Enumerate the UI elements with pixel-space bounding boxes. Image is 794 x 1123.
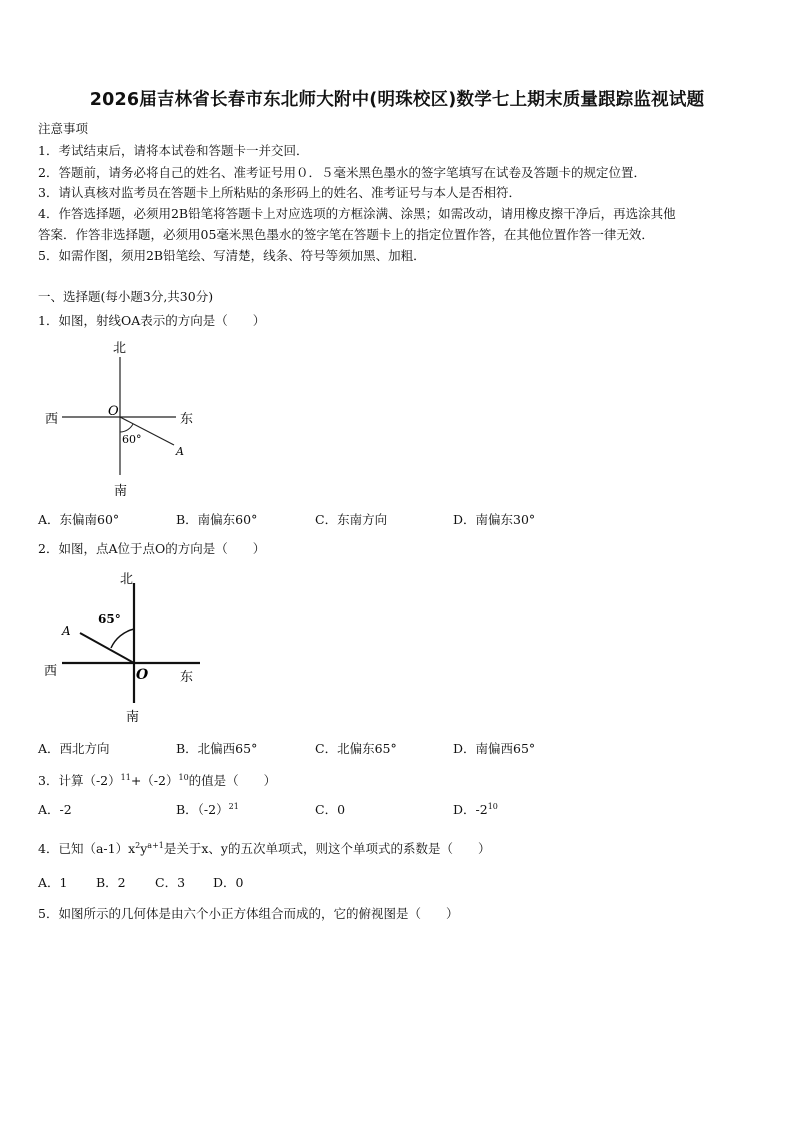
- q3-option-d-base: D．-2: [453, 802, 488, 817]
- q2-option-b: B．北偏西65°: [176, 741, 258, 756]
- q1-angle-label: 60°: [122, 433, 142, 446]
- q3-stem-part: 3．计算（-2）: [38, 773, 121, 788]
- question-5-stem: 5．如图所示的几何体是由六个小正方体组合而成的，它的俯视图是（ ）: [38, 906, 459, 921]
- q2-point-label: A: [62, 624, 71, 638]
- q2-east-label: 东: [180, 670, 194, 685]
- q3-option-d: [453, 800, 498, 818]
- q1-south-label: 南: [114, 484, 128, 499]
- q1-option-d: D．南偏东30°: [453, 512, 536, 527]
- q3-exponent: 10: [178, 773, 189, 782]
- q4-exponent: a+1: [147, 841, 164, 850]
- q2-west-label: 西: [44, 664, 58, 679]
- q2-angle-label: 65°: [98, 612, 121, 626]
- q2-option-c: C．北偏东65°: [315, 741, 397, 756]
- q2-direction-figure: [38, 565, 218, 730]
- q3-option-b-base: B．（-2）: [176, 802, 229, 817]
- section-heading: 一、选择题(每小题3分,共30分): [38, 289, 214, 304]
- question-3-stem: [38, 767, 276, 791]
- q2-south-label: 南: [126, 710, 140, 725]
- q3-option-d-exponent: 10: [487, 802, 498, 811]
- q4-stem-part: 4．已知（a-1）x: [38, 841, 136, 856]
- q1-origin-label: O: [108, 404, 119, 419]
- q2-origin-label: O: [136, 667, 149, 683]
- q4-option-d: D．0: [213, 875, 244, 890]
- notice-item: 1．考试结束后，请将本试卷和答题卡一并交回．: [38, 143, 309, 158]
- question-4-stem: [38, 835, 490, 859]
- q3-option-c: C．0: [315, 802, 346, 817]
- q2-option-d: D．南偏西65°: [453, 741, 536, 756]
- q3-stem-part: 的值是（ ）: [188, 773, 277, 788]
- notice-item: 答案．作答非选择题，必须用05毫米黑色墨水的签字笔在答题卡上的指定位置作答，在其他位置作答一律无效．: [38, 227, 654, 242]
- notice-item: 3．请认真核对监考员在答题卡上所粘贴的条形码上的姓名、准考证号与本人是否相符．: [38, 185, 521, 200]
- q1-east-label: 东: [180, 412, 194, 427]
- q1-west-label: 西: [45, 412, 59, 427]
- q2-option-a: A．西北方向: [38, 741, 110, 756]
- q3-option-b: [176, 800, 239, 818]
- q1-point-label: A: [176, 445, 184, 458]
- q4-stem-part: y: [140, 841, 148, 856]
- notice-item: 2．答题前，请务必将自己的姓名、准考证号用０．５毫米黑色墨水的签字笔填写在试卷及答题卡的规定位置．: [38, 165, 646, 180]
- q3-option-a: A．-2: [38, 802, 72, 817]
- q4-exponent: 2: [135, 841, 141, 850]
- q1-option-c: C．东南方向: [315, 512, 388, 527]
- q1-option-b: B．南偏东60°: [176, 512, 258, 527]
- q4-option-c: C．3: [155, 875, 186, 890]
- q3-stem-part: +（-2）: [130, 773, 179, 788]
- notice-item: 5．如需作图，须用2B铅笔绘、写清楚，线条、符号等须加黑、加粗．: [38, 248, 426, 263]
- notice-heading: 注意事项: [38, 121, 89, 136]
- q1-option-a: A．东偏南60°: [38, 512, 120, 527]
- q3-option-b-exponent: 21: [228, 802, 239, 811]
- q1-north-label: 北: [113, 341, 127, 356]
- page-title: 2026届吉林省长春市东北师大附中(明珠校区)数学七上期末质量跟踪监视试题: [89, 90, 705, 110]
- question-1-stem: 1．如图，射线OA表示的方向是（ ）: [38, 313, 266, 328]
- q3-exponent: 11: [120, 773, 131, 782]
- question-2-stem: 2．如图，点A位于点O的方向是（ ）: [38, 541, 266, 556]
- q4-option-a: A．1: [38, 875, 68, 890]
- q2-north-label: 北: [120, 572, 134, 587]
- q1-direction-figure: [38, 335, 218, 503]
- notice-item: 4．作答选择题，必须用2B铅笔将答题卡上对应选项的方框涂满、涂黑；如需改动，请用橡皮擦干净后，再选涂其他: [38, 206, 676, 221]
- q4-stem-part: 是关于x、y的五次单项式，则这个单项式的系数是（ ）: [163, 841, 491, 856]
- q4-option-b: B．2: [96, 875, 126, 890]
